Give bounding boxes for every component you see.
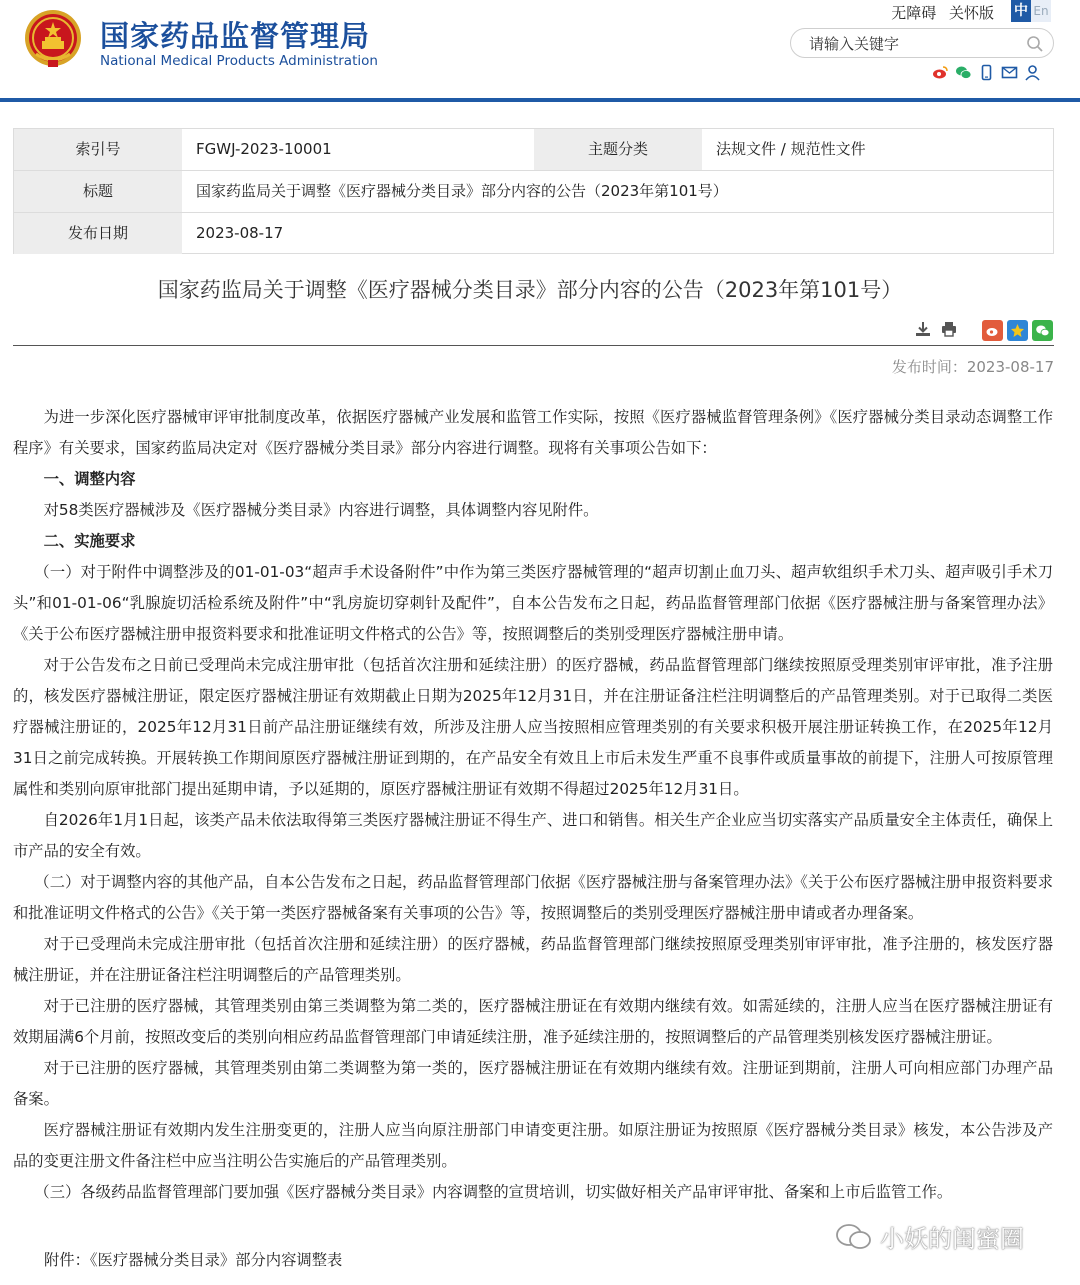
- paragraph: 对于已受理尚未完成注册审批（包括首次注册和延续注册）的医疗器械，药品监督管理部门继续按照原受理类别审评审批，准予注册的，核发医疗器械注册证，并在注册证备注栏注明调整后的产品管理类别。: [13, 935, 1053, 984]
- info-row-date: [14, 213, 1053, 254]
- wechat-icon[interactable]: [955, 64, 972, 81]
- paragraph: 对58类医疗器械涉及《医疗器械分类目录》内容进行调整，具体调整内容见附件。: [43, 501, 599, 519]
- org-name-en[interactable]: National Medical Products Administration: [100, 53, 378, 69]
- index-value: FGWJ-2023-10001: [196, 140, 332, 158]
- site-header: [0, 0, 1080, 98]
- article-body: [13, 402, 1053, 1208]
- paragraph: （一）对于附件中调整涉及的01-01-03“超声手术设备附件”中作为第三类医疗器械管理的“超声切割止血刀头、超声软组织手术刀头、超声吸引手术刀头”和01-01-06“乳腺旋切活检系统及附件”中“乳房旋切穿刺针及配件”，自本公告发布之日起，药品监督管理部门依据《医疗器械注册与备案管理办法》《关于公布医疗器械注册申报资料要求和批准证明文件格式的公告》等，按照调整后的类别受理医疗器械注册申请。: [13, 563, 1053, 643]
- info-row-index: [14, 129, 1053, 170]
- national-emblem-icon[interactable]: [22, 8, 84, 70]
- share-qzone-icon[interactable]: [1007, 320, 1028, 341]
- mail-icon[interactable]: [1001, 64, 1018, 81]
- search-box: [790, 28, 1054, 58]
- paragraph: （三）各级药品监督管理部门要加强《医疗器械分类目录》内容调整的宣贯培训，切实做好相关产品审评审批、备案和上市后监管工作。: [34, 1183, 953, 1201]
- title-label: 标题: [14, 171, 182, 212]
- lang-en-button[interactable]: En: [1031, 0, 1051, 22]
- attachment-link[interactable]: 附件：《医疗器械分类目录》部分内容调整表: [44, 1251, 343, 1269]
- section-heading: 一、调整内容: [43, 470, 136, 488]
- date-label: 发布日期: [14, 213, 182, 254]
- care-mode-link[interactable]: 关怀版: [948, 4, 994, 22]
- paragraph: 医疗器械注册证有效期内发生注册变更的，注册人应当向原注册部门申请变更注册。如原注册证为按照原《医疗器械分类目录》核发，本公告涉及产品的变更注册文件备注栏中应当注明公告实施后的产品管理类别。: [13, 1121, 1053, 1170]
- paragraph: 对于已注册的医疗器械，其管理类别由第三类调整为第二类的，医疗器械注册证在有效期内继续有效。如需延续的，注册人应当在医疗器械注册证有效期届满6个月前，按照改变后的类别向相应药品监督管理部门申请延续注册，准予延续注册的，按照调整后的产品管理类别核发医疗器械注册证。: [13, 997, 1053, 1046]
- paragraph: 为进一步深化医疗器械审评审批制度改革，依据医疗器械产业发展和监管工作实际，按照《医疗器械监督管理条例》《医疗器械分类目录动态调整工作程序》有关要求，国家药监局决定对《医疗器械分类目录》部分内容进行调整。现将有关事项公告如下：: [13, 408, 1053, 457]
- share-weibo-icon[interactable]: [982, 320, 1003, 341]
- watermark-text: 小妖的闺蜜圈: [880, 1225, 1024, 1253]
- print-icon[interactable]: [940, 320, 958, 338]
- share-wechat-icon[interactable]: [1032, 320, 1053, 341]
- accessibility-link[interactable]: 无障碍: [891, 4, 937, 22]
- paragraph: 对于已注册的医疗器械，其管理类别由第二类调整为第一类的，医疗器械注册证在有效期内继续有效。注册证到期前，注册人可向相应部门办理产品备案。: [13, 1059, 1053, 1108]
- paragraph: 自2026年1月1日起，该类产品未依法取得第三类医疗器械注册证不得生产、进口和销售。相关生产企业应当切实落实产品质量安全主体责任，确保上市产品的安全有效。: [13, 811, 1053, 860]
- download-icon[interactable]: [914, 320, 932, 338]
- document-info-table: [13, 128, 1054, 254]
- weibo-icon[interactable]: [932, 64, 949, 81]
- social-links: [932, 64, 1041, 81]
- article-title: 国家药监局关于调整《医疗器械分类目录》部分内容的公告（2023年第101号）: [157, 278, 903, 302]
- index-label: 索引号: [14, 129, 182, 170]
- paragraph: 对于公告发布之日前已受理尚未完成注册审批（包括首次注册和延续注册）的医疗器械，药品监督管理部门继续按照原受理类别审评审批，准予注册的，核发医疗器械注册证，限定医疗器械注册证有效期截止日期为2025年12月31日，并在注册证备注栏注明调整后的产品管理类别。对于已取得二类医疗器械注册证的，2025年12月31日前产品注册证继续有效，所涉及注册人应当按照相应管理类别的有关要求积极开展注册证转换工作，在2025年12月31日之前完成转换。开展转换工作期间原医疗器械注册证到期的，在产品安全有效且上市后未发生严重不良事件或质量事故的前提下，注册人可按原管理属性和类别向原审批部门提出延期申请，予以延期的，原医疗器械注册证有效期不得超过2025年12月31日。: [13, 656, 1053, 798]
- category-value: 法规文件 / 规范性文件: [716, 140, 866, 158]
- publish-time: 发布时间：2023-08-17: [891, 358, 1054, 376]
- header-divider: [0, 98, 1080, 102]
- user-icon[interactable]: [1024, 64, 1041, 81]
- date-value: 2023-08-17: [196, 224, 284, 242]
- search-icon[interactable]: [1026, 35, 1044, 53]
- section-heading: 二、实施要求: [43, 532, 136, 550]
- article-tools: [914, 320, 958, 338]
- paragraph: （二）对于调整内容的其他产品，自本公告发布之日起，药品监督管理部门依据《医疗器械注册与备案管理办法》《关于公布医疗器械注册申报资料要求和批准证明文件格式的公告》《关于第一类医疗器械备案有关事项的公告》等，按照调整后的类别受理医疗器械注册申请或者办理备案。: [13, 873, 1053, 922]
- language-switch: [1011, 0, 1051, 24]
- lang-zh-button[interactable]: 中: [1011, 0, 1031, 22]
- search-input[interactable]: [807, 33, 1021, 55]
- wechat-watermark-icon: [834, 1222, 874, 1252]
- title-value: 国家药监局关于调整《医疗器械分类目录》部分内容的公告（2023年第101号）: [196, 182, 728, 200]
- category-label: 主题分类: [534, 129, 702, 170]
- share-buttons: [982, 320, 1053, 341]
- info-row-title: [14, 171, 1053, 212]
- title-divider: [13, 345, 1054, 346]
- top-links: [883, 2, 994, 23]
- org-name-cn[interactable]: 国家药品监督管理局: [100, 19, 371, 53]
- watermark: [834, 1219, 1024, 1254]
- mobile-icon[interactable]: [978, 64, 995, 81]
